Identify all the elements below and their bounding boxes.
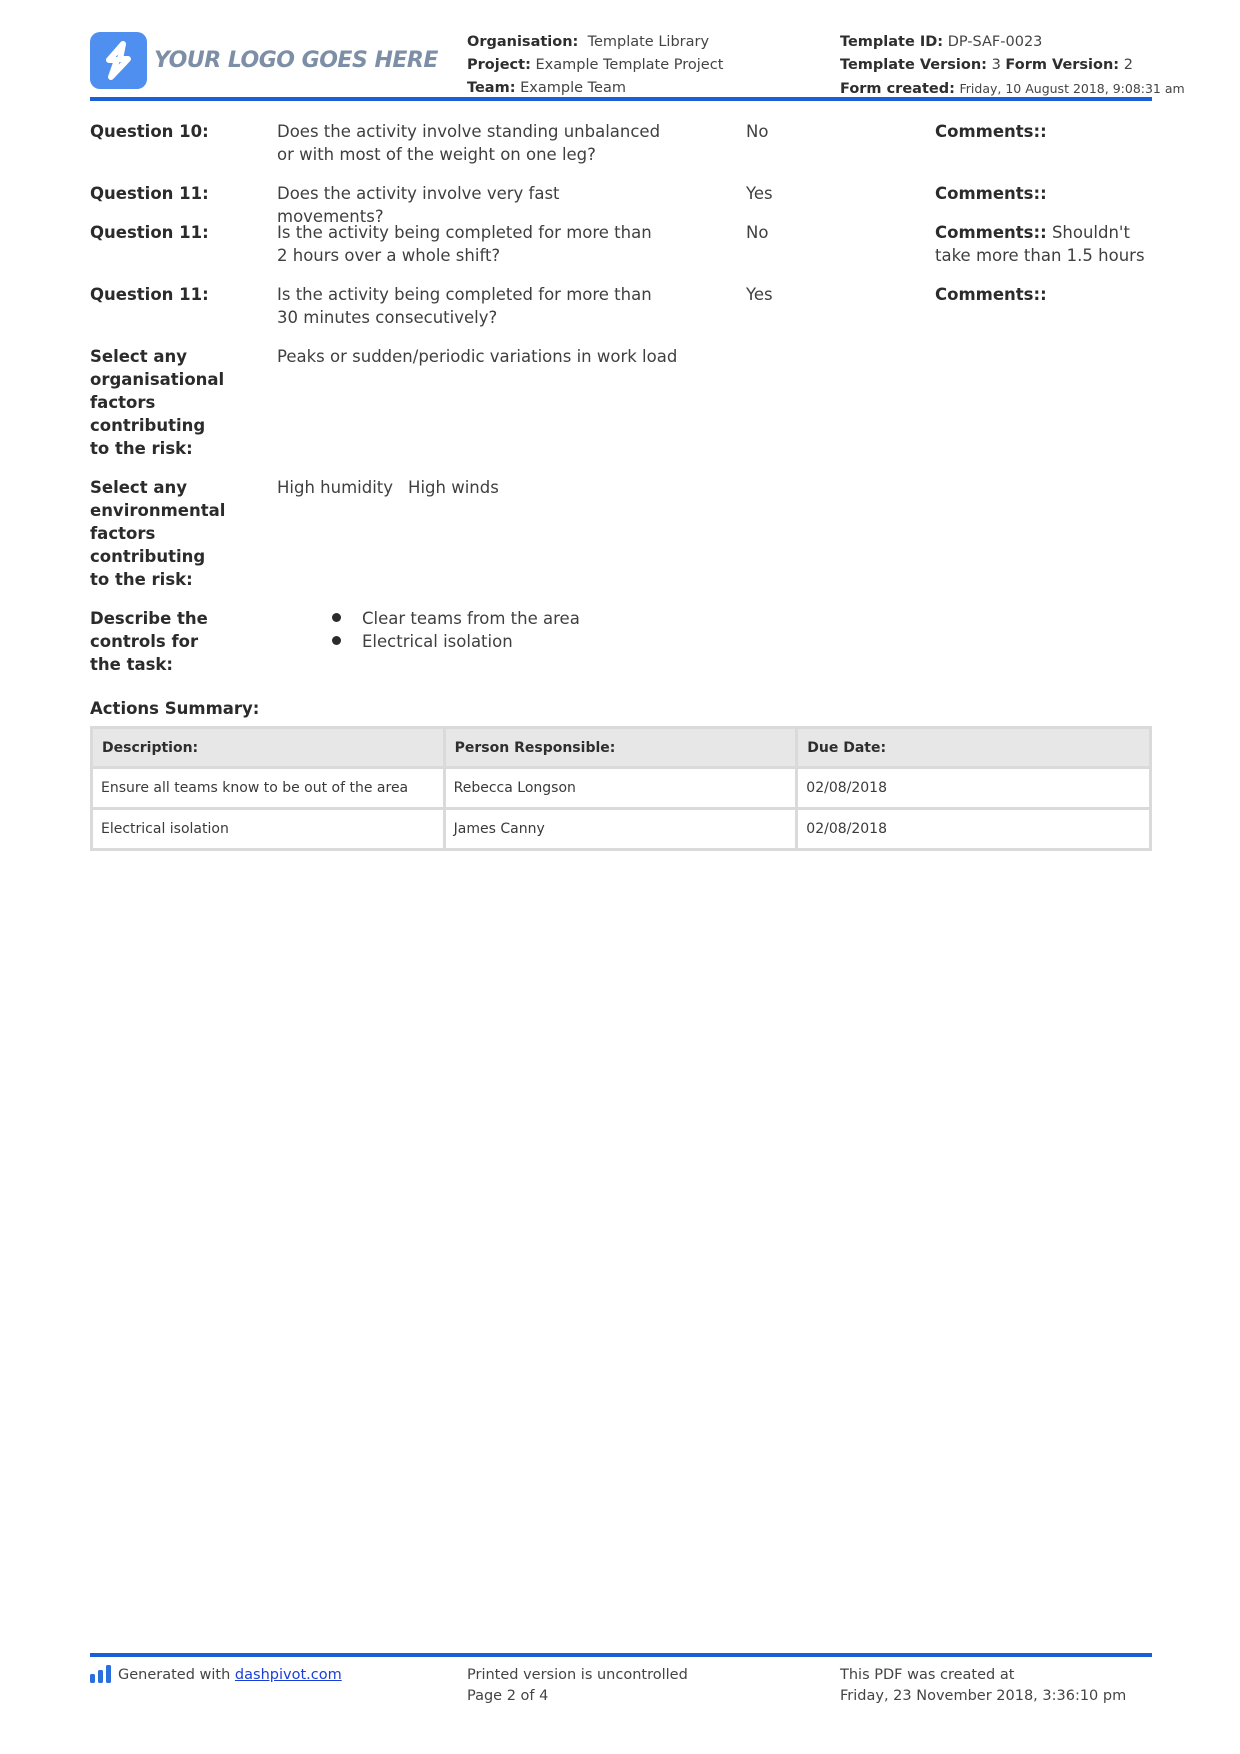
bullet-icon: [332, 636, 341, 645]
question-answer: Yes: [746, 285, 773, 304]
question-label: Question 11:: [90, 223, 209, 242]
organisation-label: Organisation:: [467, 34, 579, 50]
form-created-label: Form created:: [840, 81, 955, 97]
question-comment: [935, 221, 1157, 267]
question-comment: [935, 120, 1157, 143]
generated-with: [90, 1665, 342, 1686]
team-label: Team:: [467, 80, 516, 96]
column-header-description: Description:: [93, 729, 443, 766]
logo-text: YOUR LOGO GOES HERE: [154, 48, 438, 73]
question-text: Does the activity involve standing unbalanced or with most of the weight on one leg?: [277, 122, 661, 164]
organisational-factors-label: Select any organisational factors contributing to the risk:: [90, 347, 225, 458]
cell-due-date: 02/08/2018: [798, 769, 1149, 807]
list-item: [330, 630, 580, 653]
template-version-value: 3: [991, 57, 1001, 73]
form-created-value: Friday, 10 August 2018, 9:08:31 am: [959, 81, 1185, 96]
question-label: Question 10:: [90, 122, 209, 141]
comment-label: Comments::: [935, 223, 1047, 242]
actions-summary-title: Actions Summary:: [90, 699, 260, 718]
organisation-value: Template Library: [587, 34, 710, 50]
question-answer: No: [746, 223, 769, 242]
question-text: Is the activity being completed for more than 30 minutes consecutively?: [277, 285, 652, 327]
dashpivot-logo-icon: [90, 1665, 112, 1683]
comment-label: Comments::: [935, 285, 1047, 304]
table-header-row: [93, 729, 1149, 766]
question-label: Question 11:: [90, 184, 209, 203]
project-value: Example Template Project: [535, 57, 724, 73]
environmental-factors-values: [277, 476, 707, 499]
pdf-created-value: Friday, 23 November 2018, 3:36:10 pm: [840, 1688, 1127, 1704]
logo: [90, 32, 438, 90]
document-page: [90, 0, 1185, 1754]
cell-due-date: 02/08/2018: [798, 810, 1149, 848]
logo-icon: [90, 32, 147, 89]
control-item-text: Electrical isolation: [362, 632, 513, 651]
template-version-label: Template Version:: [840, 57, 987, 73]
project-line: [467, 54, 723, 77]
question-comment: [935, 283, 1157, 306]
column-header-person: Person Responsible:: [446, 729, 796, 766]
form-version-label: Form Version:: [1005, 57, 1120, 73]
question-answer: No: [746, 122, 769, 141]
uncontrolled-notice: Printed version is uncontrolled: [467, 1667, 688, 1683]
environmental-factors-label: Select any environmental factors contributing to the risk:: [90, 478, 226, 589]
question-text: Is the activity being completed for more than 2 hours over a whole shift?: [277, 223, 652, 265]
header-project-info: [467, 31, 723, 100]
question-text: Does the activity involve very fast movements?: [277, 184, 560, 226]
column-header-due-date: Due Date:: [798, 729, 1149, 766]
question-comment: [935, 182, 1157, 205]
page-header: [90, 0, 1185, 100]
organisational-factors-value: Peaks or sudden/periodic variations in work load: [277, 347, 678, 366]
project-label: Project:: [467, 57, 531, 73]
cell-person: Rebecca Longson: [446, 769, 796, 807]
organisation-line: [467, 31, 723, 54]
pdf-created-label: This PDF was created at: [840, 1667, 1015, 1683]
control-item-text: Clear teams from the area: [362, 609, 580, 628]
dashpivot-link[interactable]: dashpivot.com: [234, 1667, 342, 1683]
form-version-value: 2: [1123, 57, 1133, 73]
controls-label: Describe the controls for the task:: [90, 609, 208, 674]
comment-label: Comments::: [935, 184, 1047, 203]
page-number: Page 2 of 4: [467, 1688, 549, 1704]
header-template-info: [840, 31, 1185, 101]
comment-text: Shouldn't take more than 1.5 hours: [935, 223, 1145, 265]
bullet-icon: [332, 613, 341, 622]
footer-print-info: [467, 1665, 688, 1707]
version-line: [840, 54, 1185, 77]
list-item: [330, 607, 580, 630]
cell-description: Ensure all teams know to be out of the area: [93, 769, 443, 807]
template-id-line: [840, 31, 1185, 54]
actions-table: [90, 726, 1152, 851]
template-id-label: Template ID:: [840, 34, 944, 50]
environmental-factor-tag: High winds: [408, 478, 499, 497]
team-value: Example Team: [520, 80, 626, 96]
question-answer: Yes: [746, 184, 773, 203]
template-id-value: DP-SAF-0023: [947, 34, 1043, 50]
controls-list: [330, 607, 580, 653]
question-label: Question 11:: [90, 285, 209, 304]
cell-description: Electrical isolation: [93, 810, 443, 848]
cell-person: James Canny: [446, 810, 796, 848]
table-row: [93, 810, 1149, 848]
environmental-factor-tag: High humidity: [277, 478, 394, 497]
table-row: [93, 769, 1149, 807]
footer-divider: [90, 1653, 1152, 1657]
footer-pdf-info: [840, 1665, 1126, 1707]
comment-label: Comments::: [935, 122, 1047, 141]
header-divider: [90, 97, 1152, 101]
generated-prefix: Generated with: [118, 1667, 231, 1683]
